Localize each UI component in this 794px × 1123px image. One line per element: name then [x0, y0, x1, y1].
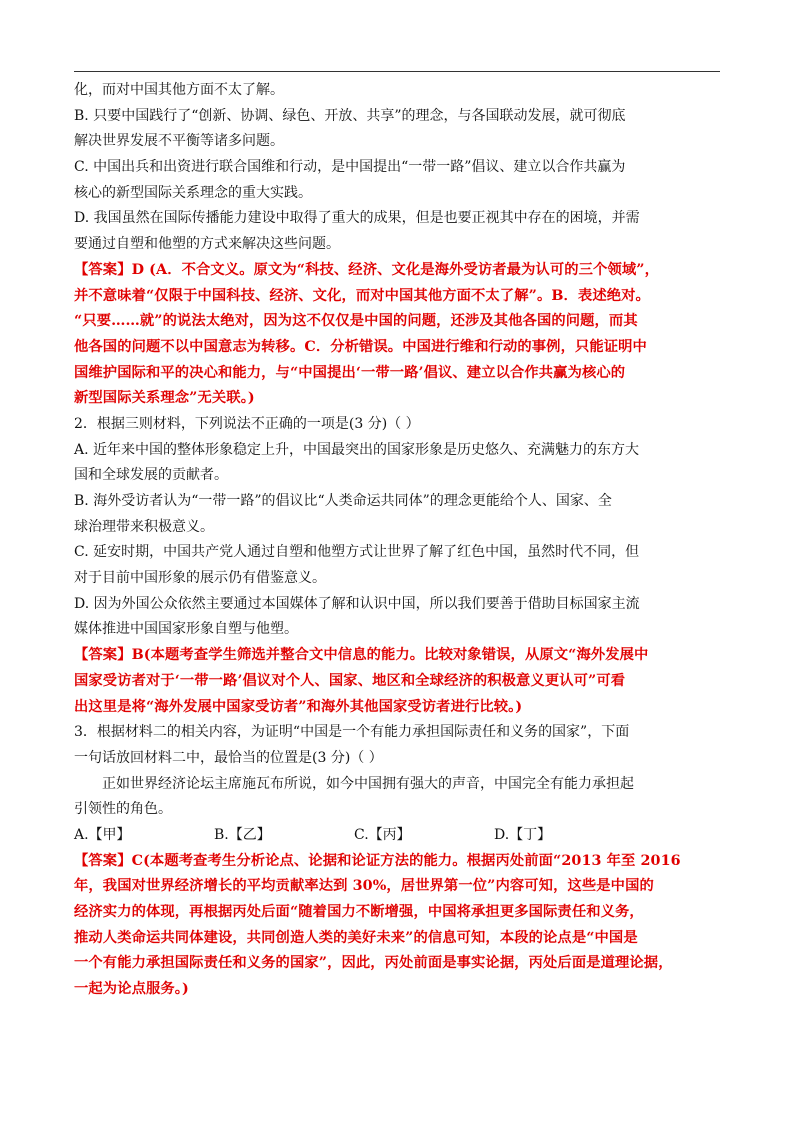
text-line: C. 中国出兵和出资进行联合国维和行动，是中国提出“一带一路”倡议、建立以合作共赢为 — [74, 159, 626, 176]
text-line: D. 因为外国公众依然主要通过本国媒体了解和认识中国，所以我们要善于借助目标国家主流 — [74, 595, 640, 612]
answer-line: 并不意味着“仅限于中国科技、经济、文化，而对中国其他方面不太了解”。B．表述绝对。 — [74, 287, 650, 304]
answer-2 — [74, 643, 726, 720]
answer-line: 国维护国际和平的决心和能力，与“中国提出‘一带一路’倡议、建立以合作共赢为核心的 — [74, 364, 626, 381]
text-line: 解决世界发展不平衡等诸多问题。 — [74, 133, 284, 150]
answer-line: 国家受访者对于‘一带一路’倡议对个人、国家、地区和全球经济的积极意义更认可”可看 — [74, 672, 626, 689]
option-b: B.【乙】 — [214, 826, 271, 843]
question-3 — [74, 720, 726, 848]
question-2 — [74, 412, 726, 643]
answer-line: 一个有能力承担国际责任和义务的国家”，因此，丙处前面是事实论据，丙处后面是道理论据， — [74, 955, 673, 972]
text-line: 国和全球发展的贡献者。 — [74, 467, 228, 484]
text-line: B. 海外受访者认为“一带一路”的倡议比“人类命运共同体”的理念更能给个人、国家、全 — [74, 493, 612, 509]
page-content — [74, 78, 726, 1003]
answer-line: 【答案】D (A．不合文义。原文为“科技、经济、文化是海外受访者最为认可的三个领域”， — [74, 261, 659, 278]
answer-line: “只要……就”的说法太绝对，因为这不仅仅是中国的问题，还涉及其他各国的问题，而其 — [74, 313, 638, 330]
answer-line: 推动人类命运共同体建设，共同创造人类的美好未来”的信息可知，本段的论点是“中国是 — [74, 929, 638, 946]
text-line: 对于目前中国形象的展示仍有借鉴意义。 — [74, 570, 326, 587]
option-d: D.【丁】 — [494, 826, 552, 843]
text-line: 球治理带来积极意义。 — [74, 518, 214, 535]
text-line: 化，而对中国其他方面不太了解。 — [74, 82, 284, 98]
question-1-options-tail — [74, 78, 726, 258]
answer-line: 年，我国对世界经济增长的平均贡献率达到 30%，居世界第一位”内容可知，这些是中国的 — [74, 878, 654, 895]
answer-line: 经济实力的体现，再根据丙处后面“随着国力不断增强，中国将承担更多国际责任和义务， — [74, 904, 644, 920]
options-row — [74, 823, 726, 849]
answer-line: 【答案】B(本题考查学生筛选并整合文中信息的能力。比较对象错误，从原文“海外发展中 — [74, 647, 649, 664]
quoted-sentence: 引领性的角色。 — [74, 801, 172, 818]
answer-3 — [74, 849, 726, 1003]
answer-line: 他各国的问题不以中国意志为转移。C．分析错误。中国进行维和行动的事例，只能证明中 — [74, 338, 647, 355]
option-a: A.【甲】 — [74, 826, 131, 843]
text-line: B. 只要中国践行了“创新、协调、绿色、开放、共享”的理念，与各国联动发展，就可彻底 — [74, 107, 626, 124]
header-rule — [74, 71, 720, 72]
option-c: C.【丙】 — [354, 826, 411, 843]
text-line: D. 我国虽然在国际传播能力建设中取得了重大的成果，但是也要正视其中存在的困境，并需 — [74, 210, 640, 227]
question-stem: 3．根据材料二的相关内容，为证明“中国是一个有能力承担国际责任和义务的国家”，下面 — [74, 724, 630, 741]
text-line: A. 近年来中国的整体形象稳定上升，中国最突出的国家形象是历史悠久、充满魅力的东方大 — [74, 441, 640, 458]
text-line: C. 延安时期，中国共产党人通过自塑和他塑方式让世界了解了红色中国，虽然时代不同，但 — [74, 544, 640, 561]
question-stem: 2．根据三则材料，下列说法不正确的一项是(3 分)（ ） — [74, 415, 420, 432]
question-stem: 一句话放回材料二中，最恰当的位置是(3 分)（ ） — [74, 749, 383, 766]
text-line: 核心的新型国际关系理念的重大实践。 — [74, 184, 312, 201]
answer-1 — [74, 258, 726, 412]
answer-line: 出这里是将“海外发展中国家受访者”和海外其他国家受访者进行比较。) — [74, 698, 523, 715]
answer-line: 【答案】C(本题考查考生分析论点、论据和论证方法的能力。根据丙处前面“2013 年至 2016 — [74, 852, 681, 869]
text-line: 媒体推进中国国家形象自塑与他塑。 — [74, 621, 298, 638]
text-line: 要通过自塑和他塑的方式来解决这些问题。 — [74, 236, 340, 253]
answer-line: 一起为论点服务。) — [74, 981, 189, 998]
quoted-sentence: 正如世界经济论坛主席施瓦布所说，如今中国拥有强大的声音，中国完全有能力承担起 — [102, 775, 634, 792]
answer-line: 新型国际关系理念”无关联。) — [74, 390, 255, 407]
